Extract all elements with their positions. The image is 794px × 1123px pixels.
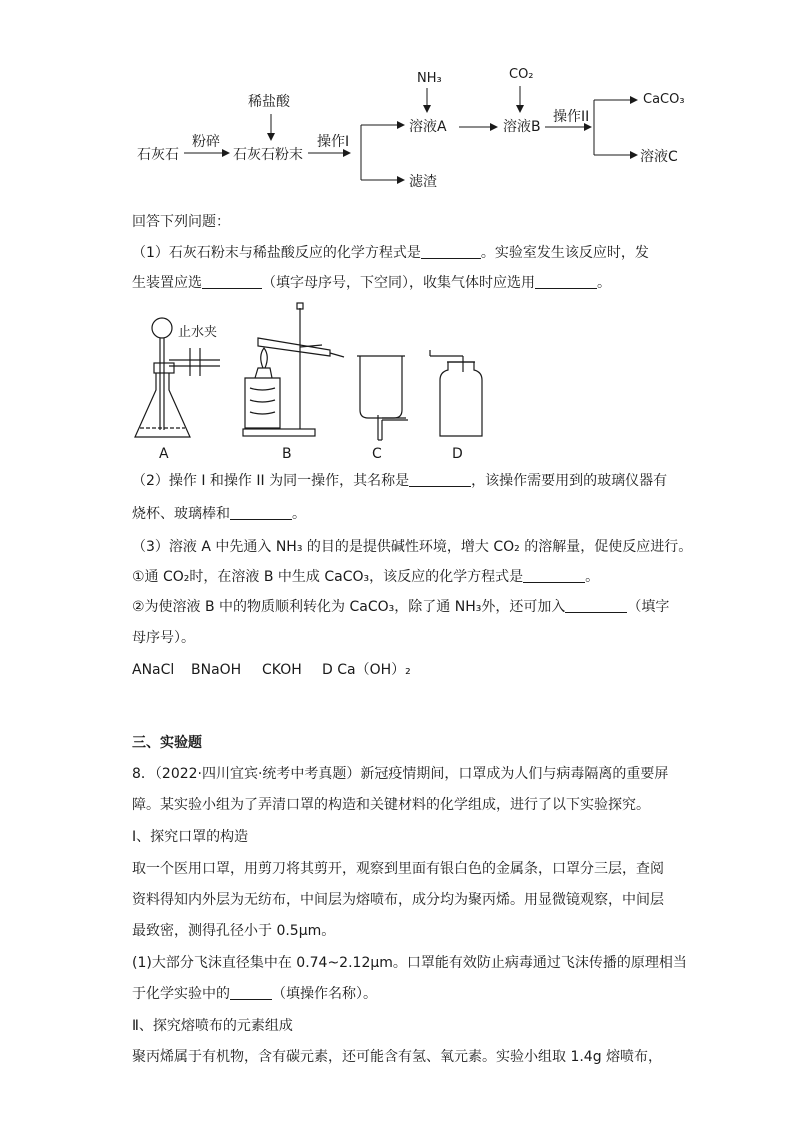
option-d: D Ca（OH）₂: [322, 662, 411, 678]
q8-line2: 障。某实验小组为了弄清口罩的构造和关键材料的化学组成，进行了以下实验探究。: [132, 797, 650, 813]
apparatus-label-d: D: [452, 446, 463, 462]
s2-line1: 聚丙烯属于有机物，含有碳元素，还可能含有氢、氧元素。实验小组取 1.4g 熔喷布，: [132, 1049, 663, 1065]
label-grind: 粉碎: [192, 134, 220, 150]
apparatus-drawing: [0, 0, 794, 460]
node-residue: 滤渣: [409, 174, 437, 190]
node-solB: 溶液B: [503, 119, 541, 135]
s1-line2: 资料得知内外层为无纺布，中间层为熔喷布，成分均为聚丙烯。用显微镜观察，中间层: [132, 892, 664, 908]
subsection1-title: Ⅰ、探究口罩的构造: [132, 829, 249, 845]
label-op2: 操作II: [553, 109, 590, 125]
apparatus-b: [243, 303, 344, 436]
answer-blank: [523, 568, 585, 583]
input-co2: CO₂: [509, 67, 534, 82]
apparatus-label-c: C: [372, 446, 382, 462]
label-op1: 操作I: [317, 134, 350, 150]
apparatus-label-a: A: [159, 446, 169, 462]
answer-blank: [230, 985, 272, 1000]
apparatus-d: [430, 350, 482, 436]
q7-part3-sub2-line1: ②为使溶液 B 中的物质顺利转化为 CaCO₃，除了通 NH₃外，还可加入 （填字: [132, 599, 670, 615]
section-title: 三、实验题: [132, 735, 202, 751]
label-clip: 止水夹: [178, 325, 218, 340]
node-limestone: 石灰石: [137, 147, 179, 163]
subsection2-title: Ⅱ、探究熔喷布的元素组成: [132, 1018, 293, 1034]
option-b: BNaOH: [191, 662, 242, 678]
q7-part1-line2: 生装置应选 （填字母序号，下空同），收集气体时应选用 。: [132, 275, 611, 291]
q8-sub1-line2: 于化学实验中的 （填操作名称）。: [132, 986, 377, 1002]
q7-part3-sub1: ①通 CO₂时，在溶液 B 中生成 CaCO₃，该反应的化学方程式是 。: [132, 569, 600, 585]
q7-part1-line1: （1）石灰石粉末与稀盐酸反应的化学方程式是 。实验室发生该反应时，发: [132, 245, 649, 261]
node-solC: 溶液C: [640, 149, 678, 165]
q7-intro: 回答下列问题：: [132, 214, 230, 230]
q7-part3: （3）溶液 A 中先通入 NH₃ 的目的是提供碱性环境，增大 CO₂ 的溶解量，促使反应进行。: [132, 539, 693, 555]
node-caco3: CaCO₃: [643, 92, 685, 107]
apparatus-c: [357, 356, 408, 440]
q7-part3-sub2-line2: 母序号）。: [132, 630, 195, 646]
node-solA: 溶液A: [409, 119, 447, 135]
q7-part2-line2: 烧杯、玻璃棒和 。: [132, 506, 306, 522]
option-c: CKOH: [262, 662, 302, 678]
apparatus-label-b: B: [282, 446, 292, 462]
answer-blank: [409, 472, 471, 487]
q8-line1: 8．（2022·四川宜宾·统考中考真题）新冠疫情期间，口罩成为人们与病毒隔离的重要屏: [132, 766, 669, 782]
q8-sub1-line1: (1)大部分飞沫直径集中在 0.74~2.12μm。口罩能有效防止病毒通过飞沫传播的原理相当: [132, 955, 687, 971]
node-powder: 石灰石粉末: [233, 147, 303, 163]
option-a: ANaCl: [132, 662, 175, 678]
q7-part2-line1: （2）操作 I 和操作 II 为同一操作，其名称是 ，该操作需要用到的玻璃仪器有: [132, 473, 668, 489]
answer-blank: [230, 505, 292, 520]
input-nh3: NH₃: [417, 71, 442, 86]
answer-blank: [565, 598, 627, 613]
s1-line3: 最致密，测得孔径小于 0.5μm。: [132, 923, 336, 939]
input-hcl: 稀盐酸: [248, 94, 290, 110]
s1-line1: 取一个医用口罩，用剪刀将其剪开，观察到里面有银白色的金属条，口罩分三层，查阅: [132, 861, 664, 877]
